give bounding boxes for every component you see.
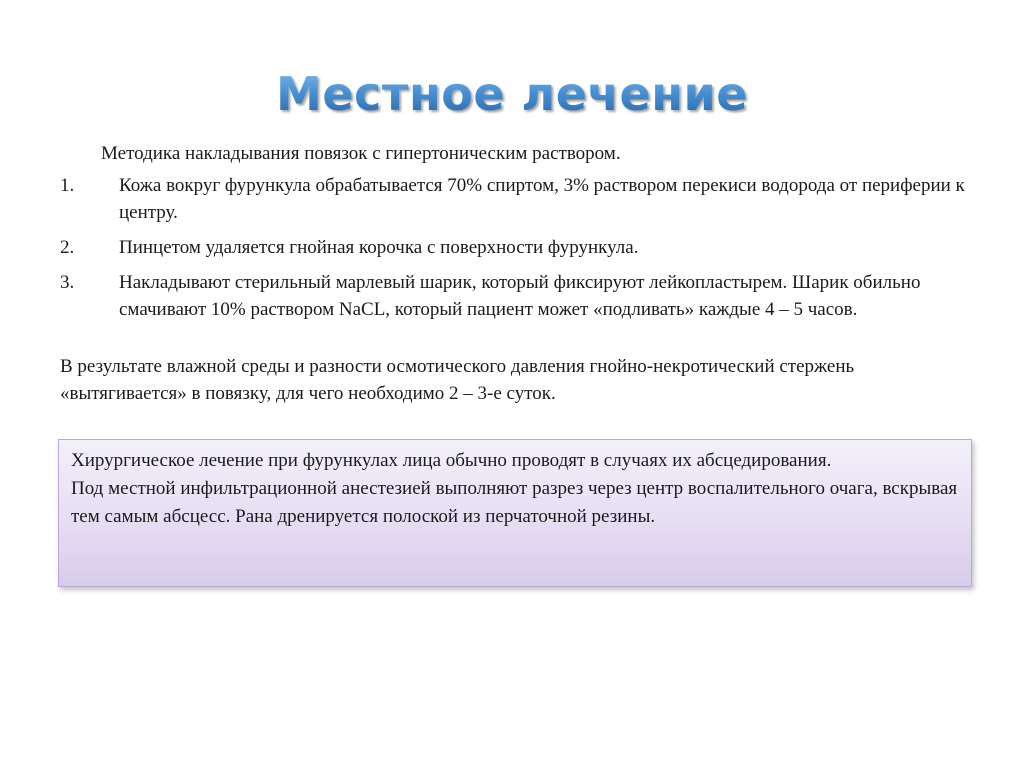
surgery-note-box — [58, 439, 972, 587]
list-item-text: Пинцетом удаляется гнойная корочка с поверхности фурункула. — [119, 237, 639, 258]
method-intro: Методика накладывания повязок с гипертоническим раствором. — [101, 143, 621, 164]
surgery-paragraph-2: Под местной инфильтрационной анестезией выполняют разрез через центр воспалительного очага, вскрывая тем самым абсцесс. Рана дренируется полоской из перчаточной резины. — [71, 478, 958, 527]
list-item — [60, 172, 990, 226]
steps-list — [60, 172, 990, 331]
list-item-number: 2. — [60, 237, 75, 258]
list-item — [60, 269, 990, 323]
slide-title: Местное лечение — [0, 62, 1024, 126]
list-item — [60, 234, 990, 261]
list-item-text: Накладывают стерильный марлевый шарик, который фиксируют лейкопластырем. Шарик обильно смачивают 10% раствором NaCL, который пациент может «подливать» каждые 4 – 5 часов. — [119, 272, 921, 320]
surgery-note-text — [71, 447, 959, 531]
conclusion-text: В результате влажной среды и разности осмотического давления гнойно-некротический стержень «вытягивается» в повязку, для чего необходимо 2 – 3-е суток. — [60, 356, 855, 404]
surgery-paragraph-1: Хирургическое лечение при фурункулах лица обычно проводят в случаях их абсцедирования. — [71, 450, 832, 471]
list-item-text: Кожа вокруг фурункула обрабатывается 70% спиртом, 3% раствором перекиси водорода от периферии к центру. — [119, 175, 965, 223]
list-item-number: 3. — [60, 272, 75, 293]
list-item-number: 1. — [60, 175, 75, 196]
